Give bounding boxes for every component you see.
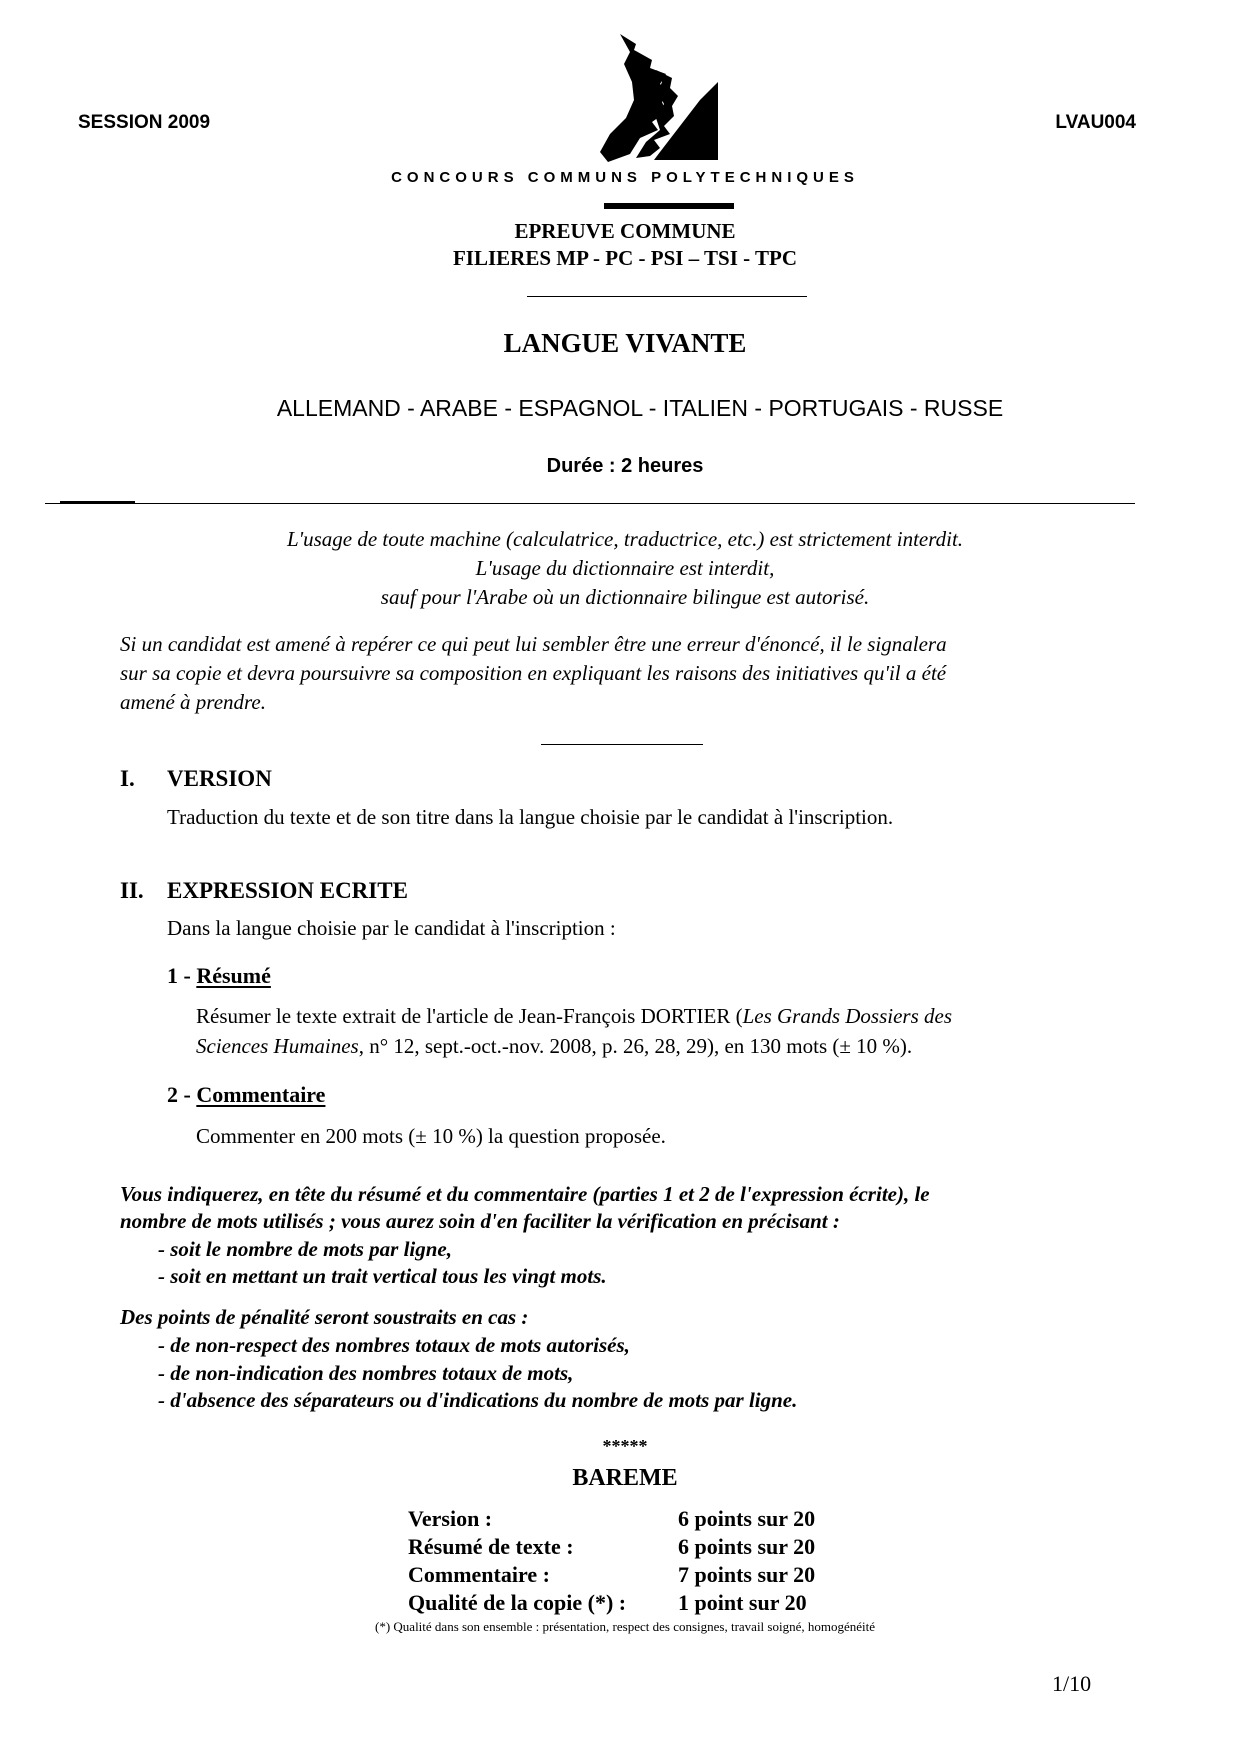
candidate-notice: Si un candidat est amené à repérer ce qui peut lui sembler être une erreur d'énoncé, il le signalera: [120, 632, 947, 656]
section-title: VERSION: [167, 766, 272, 791]
page-number: 1/10: [1052, 1671, 1092, 1696]
ccp-logo-icon: [600, 34, 740, 174]
instruction-line: sauf pour l'Arabe où un dictionnaire bilingue est autorisé.: [380, 585, 870, 609]
candidate-notice: amené à prendre.: [120, 690, 266, 714]
section-number: II.: [120, 878, 144, 903]
commentaire-description: Commenter en 200 mots (± 10 %) la question proposée.: [196, 1124, 666, 1148]
penalty-heading: Des points de pénalité seront soustraits en cas :: [120, 1305, 529, 1329]
publication-title: Les Grands Dossiers des: [742, 1004, 953, 1028]
penalty-bullet: - de non-respect des nombres totaux de mots autorisés,: [158, 1333, 630, 1357]
separator-stars: *****: [602, 1436, 648, 1456]
version-description: Traduction du texte et de son titre dans la langue choisie par le candidat à l'inscription.: [167, 805, 894, 829]
commentaire-prefix: 2 -: [167, 1082, 197, 1107]
organization-name: CONCOURS COMMUNS POLYTECHNIQUES: [391, 169, 859, 186]
filieres-line: FILIERES MP - PC - PSI – TSI - TPC: [452, 246, 798, 270]
expression-description: Dans la langue choisie par le candidat à l'inscription :: [167, 916, 616, 940]
resume-text: , n° 12, sept.-oct.-nov. 2008, p. 26, 28, 29), en 130 mots (± 10 %).: [358, 1034, 913, 1058]
penalty-bullet: - d'absence des séparateurs ou d'indications du nombre de mots par ligne.: [158, 1388, 798, 1412]
instruction-line: L'usage de toute machine (calculatrice, traductrice, etc.) est strictement interdit.: [286, 527, 964, 551]
divider: [541, 744, 703, 745]
bareme-value: 6 points sur 20: [678, 1534, 816, 1559]
publication-title: Sciences Humaines: [196, 1034, 359, 1058]
bareme-footnote: (*) Qualité dans son ensemble : présentation, respect des consignes, travail soigné, homogénéité: [375, 1619, 875, 1634]
bareme-label: Qualité de la copie (*) :: [408, 1590, 627, 1615]
resume-prefix: 1 -: [167, 963, 197, 988]
divider: [60, 501, 135, 503]
word-count-notice: Vous indiquerez, en tête du résumé et du commentaire (parties 1 et 2 de l'expression écrite), le: [120, 1182, 930, 1206]
resume-text: Résumer le texte extrait de l'article de Jean-François DORTIER (: [196, 1004, 743, 1028]
commentaire-title: Commentaire: [196, 1082, 326, 1107]
word-count-notice: nombre de mots utilisés ; vous aurez soin d'en faciliter la vérification en précisant :: [120, 1209, 840, 1233]
subject-title: LANGUE VIVANTE: [503, 328, 747, 358]
epreuve-title: EPREUVE COMMUNE: [514, 219, 736, 243]
duration: Durée : 2 heures: [546, 455, 704, 477]
word-count-bullet: - soit le nombre de mots par ligne,: [158, 1237, 452, 1261]
section-number: I.: [120, 766, 135, 791]
resume-title: Résumé: [196, 963, 271, 988]
bareme-label: Commentaire :: [408, 1562, 550, 1587]
session-label: SESSION 2009: [78, 112, 211, 133]
section-title: EXPRESSION ECRITE: [167, 878, 408, 903]
instruction-line: L'usage du dictionnaire est interdit,: [475, 556, 775, 580]
divider: [45, 503, 1135, 504]
bareme-value: 6 points sur 20: [678, 1506, 816, 1531]
languages-list: ALLEMAND - ARABE - ESPAGNOL - ITALIEN - PORTUGAIS - RUSSE: [276, 395, 1004, 421]
bareme-value: 7 points sur 20: [678, 1562, 816, 1587]
word-count-bullet: - soit en mettant un trait vertical tous les vingt mots.: [158, 1264, 607, 1288]
resume-line: [196, 1004, 952, 1029]
divider: [604, 203, 734, 209]
bareme-value: 1 point sur 20: [678, 1590, 807, 1615]
exam-code: LVAU004: [1055, 112, 1136, 133]
candidate-notice: sur sa copie et devra poursuivre sa composition en expliquant les raisons des initiatives qu'il a été: [120, 661, 947, 685]
penalty-bullet: - de non-indication des nombres totaux de mots,: [158, 1361, 574, 1385]
commentaire-heading: [167, 1082, 325, 1108]
bareme-label: Version :: [408, 1506, 493, 1531]
bareme-label: Résumé de texte :: [408, 1534, 574, 1559]
resume-line: [196, 1034, 912, 1059]
bareme-title: BAREME: [572, 1465, 678, 1491]
resume-heading: [167, 963, 271, 989]
divider: [527, 296, 807, 297]
